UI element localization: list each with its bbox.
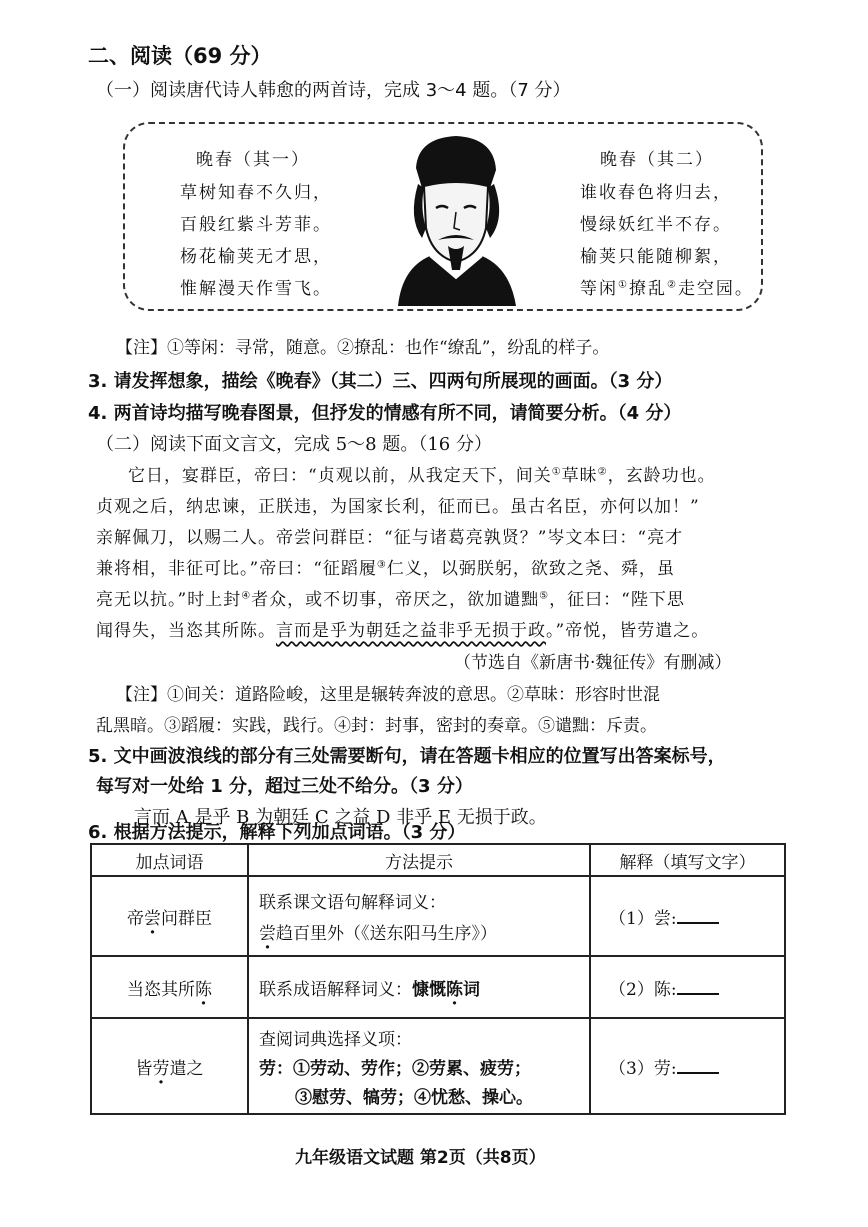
poem1-line: 杨花榆荚无才思，	[180, 247, 332, 267]
table-row	[91, 956, 785, 1018]
passage-note: 【注】①间关：道路险峻，这里是辗转奔波的意思。②草昧：形容时世混	[116, 685, 660, 705]
term-cell: 帝尝问群臣	[91, 876, 248, 956]
question-5: 5. 文中画波浪线的部分有三处需要断句，请在答题卡相应的位置写出答案标号，	[88, 746, 726, 767]
part1-heading: （一）阅读唐代诗人韩愈的两首诗，完成 3～4 题。（7 分）	[96, 80, 571, 101]
method-table	[90, 843, 786, 1115]
answer-cell[interactable]: （1）尝:	[590, 876, 785, 956]
answer-cell[interactable]: （3）劳:	[590, 1018, 785, 1114]
poem2-title: 晚春（其二）	[600, 150, 714, 170]
question-5-cont: 每写对一处给 1 分，超过三处不给分。（3 分）	[96, 776, 473, 797]
question-3: 3. 请发挥想象，描绘《晚春》（其二）三、四两句所展现的画面。（3 分）	[88, 371, 673, 392]
poem2-line: 榆荚只能随柳絮，	[580, 247, 732, 267]
passage-note: 乱黑暗。③蹈履：实践，践行。④封：封事，密封的奏章。⑤谴黜：斥责。	[96, 716, 657, 736]
answer-blank[interactable]	[677, 979, 719, 995]
han-yu-portrait	[378, 128, 523, 306]
table-row	[91, 1018, 785, 1114]
wavy-underlined-sentence: 言而是乎为朝廷之益非乎无损于政	[276, 621, 546, 641]
poem1-line: 惟解漫天作雪飞。	[180, 279, 332, 299]
header-answer: 解释（填写文字）	[590, 844, 785, 876]
poem1-line: 草树知春不久归，	[180, 183, 332, 203]
poem2-line: 谁收春色将归去，	[580, 183, 732, 203]
question-5-sentence: 言而 A 是乎 B 为朝廷 C 之益 D 非乎 E 无损于政。	[134, 807, 547, 828]
table-header-row	[91, 844, 785, 876]
poem2-line-4: 等闲①撩乱②走空园。	[580, 279, 754, 299]
hint-cell: 联系课文语句解释词义： 尝趋百里外（《送东阳马生序》）	[248, 876, 590, 956]
answer-blank[interactable]	[677, 908, 719, 924]
answer-blank[interactable]	[677, 1058, 719, 1074]
poem2-line: 慢绿妖红半不存。	[580, 215, 732, 235]
passage-line: 亮无以抗。”时上封④者众，或不切事，帝厌之，欲加谴黜⑤，征曰：“陛下思	[96, 590, 685, 610]
poem1-line: 百般红紫斗芳菲。	[180, 215, 332, 235]
part2-heading: （二）阅读下面文言文，完成 5～8 题。（16 分）	[96, 434, 492, 455]
passage-line: 贞观之后，纳忠谏，正朕违，为国家长利，征而已。虽古名臣，亦何以加！”	[96, 497, 700, 517]
section-title: 二、阅读（69 分）	[88, 44, 272, 68]
question-4: 4. 两首诗均描写晚春图景，但抒发的情感有所不同，请简要分析。（4 分）	[88, 403, 682, 424]
term-cell: 当恣其所陈	[91, 956, 248, 1018]
passage-source: （节选自《新唐书·魏征传》有删减）	[454, 653, 732, 673]
passage-line: 它日，宴群臣，帝曰：“贞观以前，从我定天下，间关①草昧②，玄龄功也。	[128, 466, 716, 486]
poem-note: 【注】①等闲：寻常，随意。②撩乱：也作“缭乱”，纷乱的样子。	[116, 338, 610, 358]
header-term: 加点词语	[91, 844, 248, 876]
passage-line: 闻得失，当恣其所陈。言而是乎为朝廷之益非乎无损于政。”帝悦，皆劳遣之。	[96, 621, 710, 641]
poem1-title: 晚春（其一）	[196, 150, 310, 170]
passage-line: 亲解佩刀，以赐二人。帝尝问群臣：“征与诸葛亮孰贤？”岑文本曰：“亮才	[96, 528, 684, 548]
question-6: 6. 根据方法提示，解释下列加点词语。（3 分）	[88, 822, 466, 843]
passage-line: 兼将相，非征可比。”帝曰：“征蹈履③仁义，以弼朕躬，欲致之尧、舜，虽	[96, 559, 675, 579]
answer-cell[interactable]: （2）陈:	[590, 956, 785, 1018]
page-footer: 九年级语文试题 第2页（共8页）	[295, 1148, 546, 1168]
hint-cell: 联系成语解释词义：慷慨陈词	[248, 956, 590, 1018]
hint-cell: 查阅词典选择义项： 劳：①劳动、劳作；②劳累、疲劳； ③慰劳、犒劳；④忧愁、操心。	[248, 1018, 590, 1114]
header-hint: 方法提示	[248, 844, 590, 876]
term-cell: 皆劳遣之	[91, 1018, 248, 1114]
table-row	[91, 876, 785, 956]
